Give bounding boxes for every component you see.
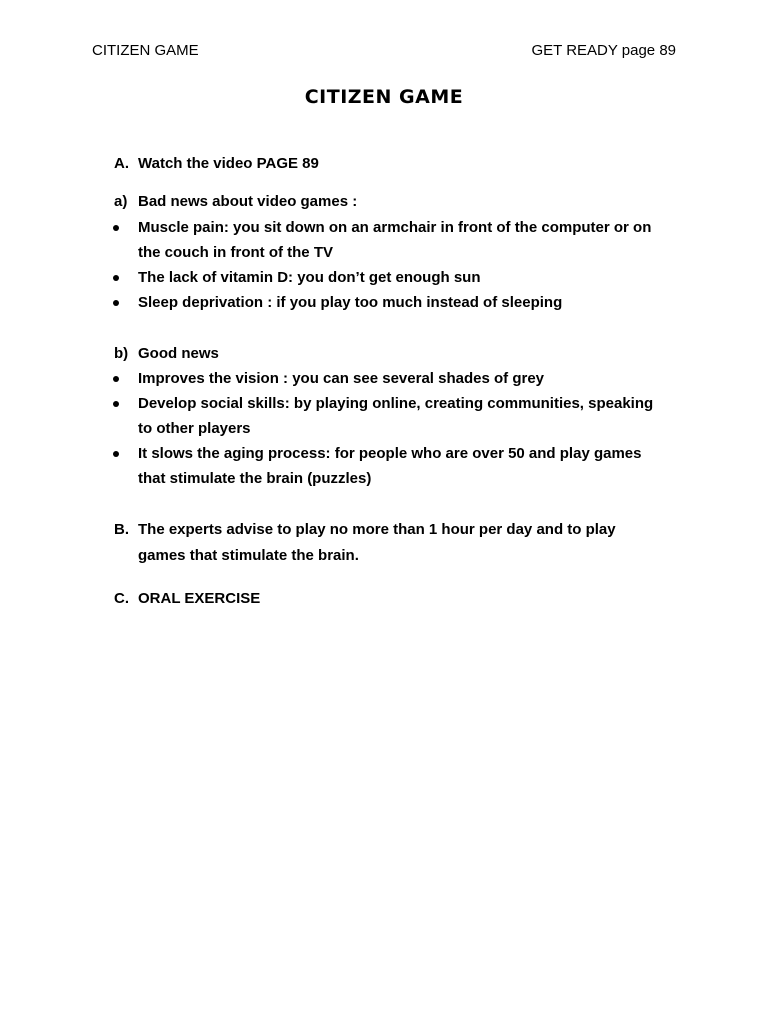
bad-news-heading: Bad news about video games :	[138, 193, 358, 210]
good-news-item-3-line-1: It slows the aging process: for people who are over 50 and play games	[138, 445, 642, 462]
header-right: GET READY page 89	[531, 42, 676, 59]
bad-news-item-3: Sleep deprivation : if you play too much instead of sleeping	[138, 294, 563, 311]
good-news-item-3-line-2: that stimulate the brain (puzzles)	[138, 470, 372, 487]
section-a-marker: A.	[114, 155, 129, 172]
header-left: CITIZEN GAME	[92, 42, 199, 59]
good-news-item-2-line-1: Develop social skills: by playing online, creating communities, speaking	[138, 395, 654, 412]
bullet-icon	[113, 401, 119, 407]
section-a-text: Watch the video PAGE 89	[138, 155, 319, 172]
good-news-heading: Good news	[138, 345, 219, 362]
bullet-icon	[113, 225, 119, 231]
bullet-icon	[113, 376, 119, 382]
section-c-text: ORAL EXERCISE	[138, 590, 261, 607]
bullet-icon	[113, 451, 119, 457]
bad-news-item-1-line-1: Muscle pain: you sit down on an armchair in front of the computer or on	[138, 219, 652, 236]
section-b-marker: B.	[114, 521, 129, 538]
page-title: CITIZEN GAME	[304, 86, 464, 108]
bullet-icon	[113, 275, 119, 281]
bad-news-item-2: The lack of vitamin D: you don’t get enough sun	[138, 269, 481, 286]
section-b-line-1: The experts advise to play no more than 1 hour per day and to play	[138, 521, 616, 538]
bad-news-item-1-line-2: the couch in front of the TV	[138, 244, 333, 261]
bullet-icon	[113, 300, 119, 306]
bad-news-marker: a)	[114, 193, 128, 210]
section-b-line-2: games that stimulate the brain.	[138, 547, 359, 564]
good-news-item-2-line-2: to other players	[138, 420, 251, 437]
section-c-marker: C.	[114, 590, 129, 607]
good-news-item-1: Improves the vision : you can see several shades of grey	[138, 370, 545, 387]
good-news-marker: b)	[114, 345, 129, 362]
